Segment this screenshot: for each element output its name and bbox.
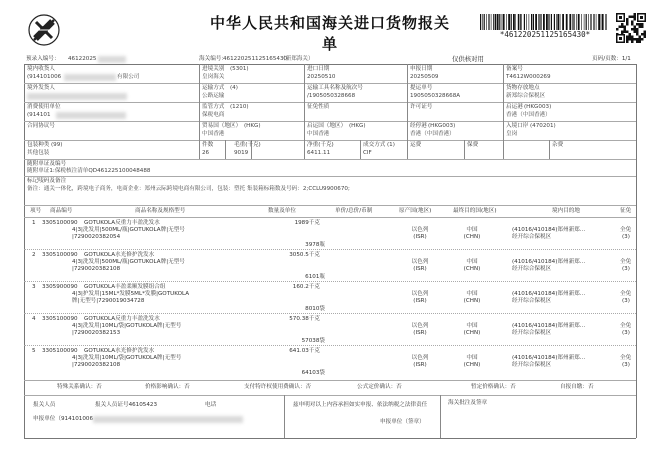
pre-entry-label: 预录入编号： — [26, 56, 60, 62]
decl-date-label: 申报日期 — [410, 66, 433, 72]
via-port: 香港（中国香港） — [410, 131, 455, 137]
contract-label: 合同协议号 — [27, 123, 55, 129]
self-report: 自报自缴：否 — [560, 384, 594, 390]
special-relation: 特殊关系确认：否 — [57, 384, 102, 390]
goods-dest-code: (CHN) — [463, 330, 481, 336]
goods-dest: 中国 — [466, 259, 478, 265]
goods-levy-code: (3) — [622, 298, 630, 304]
bill-label: 提运单号 — [410, 85, 433, 91]
goods-domestic-dest: (41016/410184)郑州新郑... — [512, 227, 586, 233]
storage-label: 货物存放地点 — [506, 85, 540, 91]
misc-label: 杂费 — [552, 142, 564, 148]
goods-hs-code: 3305100090 — [42, 252, 78, 258]
pre-entry-value: 46122025 — [68, 56, 97, 62]
page-info: 页码/页数：1/1 — [592, 56, 631, 62]
goods-origin-code: (ISR) — [413, 362, 427, 368]
consumer-code: (914101 — [27, 112, 51, 118]
goods-levy-code: (3) — [622, 266, 630, 272]
goods-levy: 全免 — [620, 259, 632, 265]
price-impact: 价格影响确认：否 — [145, 384, 190, 390]
consignee-name: 有限公司 — [117, 74, 140, 80]
goods-hs-code: 3305100090 — [42, 220, 78, 226]
goods-name: GOTUKOLA反重力丰盈洗发水 — [84, 316, 160, 322]
qr-code-icon — [616, 13, 646, 43]
goods-domestic-zone: 经开综合保税区 — [512, 234, 552, 240]
col-price: 单价/总价/币制 — [335, 208, 373, 214]
goods-spec-barcode: |7290020382108 — [72, 362, 121, 368]
barcode-graphic — [480, 14, 610, 30]
pieces-value: 26 — [202, 150, 210, 156]
bill-value: 1905050328668A — [410, 93, 461, 99]
goods-domestic-dest: (41016/410184)郑州新郑... — [512, 323, 586, 329]
license-label: 许可证号 — [410, 104, 433, 110]
goods-levy-code: (3) — [622, 330, 630, 336]
decl-date: 20250509 — [410, 74, 439, 80]
goods-item-no: 5 — [32, 348, 36, 354]
goods-qty-weight: 160.2千克 — [292, 284, 320, 290]
declarant-cert: 报关人员证号46105423 — [95, 402, 158, 408]
col-no: 项号 — [30, 208, 42, 214]
goods-name: GOTUKOLA反重力丰盈洗发水 — [84, 220, 160, 226]
marks-value: 备注：通关一体化，跨境电子商务，电商企业：郑州云际跨境电商有限公司，包装：塑托 集装箱标箱数及号码：2;CCLU9900670; — [27, 186, 350, 192]
goods-domestic-dest: (41016/410184)郑州新郑... — [512, 259, 586, 265]
goods-origin-code: (ISR) — [413, 234, 427, 240]
goods-spec: 4|3|洗发用|10ML/袋|GOTUKOLA牌|无型号 — [72, 323, 182, 329]
transport-code: (4) — [230, 85, 238, 91]
decl-unit: 申报单位（914101006 — [33, 416, 93, 422]
pack-value: 其他包装 — [27, 150, 50, 156]
goods-name: GOTUKOLA水光修护洗发水 — [84, 348, 155, 354]
barcode-number: *461220251125165430* — [499, 30, 591, 39]
redacted-block — [93, 416, 243, 423]
dep-port-label: 启运港 — [506, 104, 523, 110]
goods-origin: 以色列 — [411, 291, 429, 297]
customs-office: （新郑海关） — [280, 56, 314, 62]
goods-hs-code: 3305100090 — [42, 316, 78, 322]
goods-origin-code: (ISR) — [413, 266, 427, 272]
goods-spec: 4|3|洗发用|10ML/袋|GOTUKOLA牌|无型号 — [72, 355, 182, 361]
provisional-price: 暂定价格确认：否 — [471, 384, 516, 390]
goods-domestic-zone: 经开综合保税区 — [512, 266, 552, 272]
check-copy-note: 仅供核对用 — [452, 55, 484, 63]
goods-levy-code: (3) — [622, 234, 630, 240]
insurance-label: 保费 — [467, 142, 479, 148]
net-value: 6411.11 — [307, 150, 331, 156]
col-origin: 原产国(地区) — [399, 208, 432, 214]
redacted-block — [98, 56, 126, 63]
origin-country-label: 启运国（地区） — [307, 123, 347, 129]
consignee-label: 境内收货人 — [27, 66, 55, 72]
docs-value: 随附单证1:保税核注清单QD461225100048488 — [27, 168, 151, 174]
goods-qty-units: 64103袋 — [301, 370, 325, 376]
record-label: 备案号 — [506, 66, 523, 72]
goods-origin: 以色列 — [411, 355, 429, 361]
docs-label: 随附单证及编号 — [27, 161, 67, 167]
col-dest: 最终目的国(地区) — [453, 208, 497, 214]
goods-spec-barcode: |7290020382153 — [72, 330, 121, 336]
goods-levy: 全免 — [620, 227, 632, 233]
goods-domestic-zone: 经开综合保税区 — [512, 298, 552, 304]
transport-label: 运输方式 — [202, 85, 225, 91]
goods-hs-code: 3305100090 — [42, 348, 78, 354]
origin-country-code: (HKG) — [349, 123, 366, 129]
deal-value: CIF — [363, 150, 372, 156]
goods-levy-code: (3) — [622, 362, 630, 368]
overseas-consignor-label: 境外发货人 — [27, 85, 55, 91]
goods-domestic-dest: (41016/410184)郑州新郑... — [512, 355, 586, 361]
supervision-code: (1210) — [230, 104, 249, 110]
consumer-label: 消费使用单位 — [27, 104, 61, 110]
pieces-label: 件数 — [202, 142, 214, 148]
page-title: 中华人民共和国海关进口货物报关单 — [210, 14, 451, 53]
goods-dest-code: (CHN) — [463, 362, 481, 368]
dep-port: 香港（中国香港） — [506, 112, 551, 118]
goods-spec-barcode: 牌|无型号|7290019034728 — [72, 298, 145, 304]
gross-label: 毛重(千克) — [234, 142, 261, 148]
goods-dest: 中国 — [466, 291, 478, 297]
goods-spec: 4|3|护发用|15ML*发膜5ML*发膜|GOTUKOLA — [72, 291, 190, 297]
goods-levy: 全免 — [620, 291, 632, 297]
goods-origin-code: (ISR) — [413, 330, 427, 336]
formula-price: 公式定价确认：否 — [357, 384, 402, 390]
trade-country-code: (HKG) — [244, 123, 261, 129]
consignee-code: (914101006 — [27, 74, 62, 80]
goods-dest-code: (CHN) — [463, 298, 481, 304]
import-date-label: 进口日期 — [307, 66, 330, 72]
goods-qty-units: 57038袋 — [301, 338, 325, 344]
deal-label: 成交方式 — [363, 142, 386, 148]
customs-no-value: 461220251125165430 — [223, 56, 288, 62]
goods-qty-units: 3978瓶 — [305, 242, 325, 248]
pack-label: 包装种类 — [27, 142, 50, 148]
customs-no-label: 海关编号： — [199, 56, 227, 62]
goods-item-no: 4 — [32, 316, 36, 322]
goods-name: GOTUKOLA水光修护洗发水 — [84, 252, 155, 258]
goods-name: GOTUKOLA丰盈柔顺发膜组合组 — [84, 284, 166, 290]
goods-origin: 以色列 — [411, 259, 429, 265]
entry-port-label: 进境关别 — [202, 66, 225, 72]
deal-code: (1) — [387, 142, 395, 148]
goods-dest-code: (CHN) — [463, 266, 481, 272]
origin-country: 中国香港 — [307, 131, 330, 137]
goods-dest-code: (CHN) — [463, 234, 481, 240]
goods-spec-barcode: |7290020382054 — [72, 234, 121, 240]
goods-spec-barcode: |7290020382108 — [72, 266, 121, 272]
goods-hs-code: 3305900090 — [42, 284, 78, 290]
import-date: 20250510 — [307, 74, 336, 80]
marks-label: 标记唛码及备注 — [27, 178, 67, 184]
declarant-label: 报关人员 — [33, 402, 56, 408]
storage-value: 新郑综合保税区 — [506, 93, 546, 99]
entry-place-label: 入境口岸 — [506, 123, 529, 129]
record-value: T4612W000269 — [506, 74, 551, 80]
freight-label: 运费 — [410, 142, 422, 148]
goods-domestic-zone: 经开综合保税区 — [512, 330, 552, 336]
trade-country-label: 贸易国（地区） — [202, 123, 242, 129]
goods-dest: 中国 — [466, 227, 478, 233]
net-label: 净重(千克) — [307, 142, 334, 148]
goods-origin: 以色列 — [411, 227, 429, 233]
goods-qty-units: 6101瓶 — [305, 274, 325, 280]
royalty: 支付特许权使用费确认：否 — [244, 384, 312, 390]
vehicle-value: /1905050328668 — [307, 93, 356, 99]
phone-label: 电话 — [205, 402, 217, 408]
entry-port: 皇岗海关 — [202, 74, 225, 80]
goods-origin-code: (ISR) — [413, 298, 427, 304]
col-code: 商品编号 — [50, 208, 73, 214]
goods-domestic-zone: 经开综合保税区 — [512, 362, 552, 368]
goods-dest: 中国 — [466, 323, 478, 329]
levy-nature-label: 征免性质 — [307, 104, 330, 110]
entry-place-code: (470201) — [530, 123, 556, 129]
dep-port-code: (HKG003) — [524, 104, 552, 110]
supervision-label: 监管方式 — [202, 104, 225, 110]
goods-spec: 4|3|洗发用|500ML/瓶|GOTUKOLA牌|无型号 — [72, 259, 185, 265]
goods-qty-weight: 641.03千克 — [289, 348, 320, 354]
col-domestic: 境内目的地 — [552, 208, 580, 214]
redacted-block — [27, 93, 127, 100]
vehicle-label: 运输工具名称及航次号 — [307, 85, 363, 91]
pack-code: (99) — [51, 142, 63, 148]
customs-remark: 海关批注及签章 — [448, 400, 488, 406]
goods-dest: 中国 — [466, 355, 478, 361]
col-levy: 征免 — [620, 208, 632, 214]
col-name: 商品名称及规格型号 — [135, 208, 186, 214]
redacted-block — [56, 112, 126, 119]
supervision-value: 保税电商 — [202, 112, 225, 118]
goods-domestic-dest: (41016/410184)郑州新郑... — [512, 291, 586, 297]
trade-country: 中国香港 — [202, 131, 225, 137]
via-port-label: 经停港 — [410, 123, 427, 129]
gross-value: 9019 — [234, 150, 249, 156]
redacted-block — [64, 74, 116, 81]
statement: 兹申明对以上内容承担如实申报、依法纳税之法律责任 — [293, 402, 428, 408]
goods-levy: 全免 — [620, 355, 632, 361]
entry-port-code: (5301) — [230, 66, 249, 72]
entry-place: 皇岗 — [506, 131, 518, 137]
goods-spec: 4|3|洗发用|500ML/瓶|GOTUKOLA牌|无型号 — [72, 227, 185, 233]
goods-qty-weight: 1989千克 — [294, 220, 320, 226]
decl-unit-seal: 申报单位（签章） — [380, 419, 425, 425]
col-qty: 数量及单位 — [268, 208, 296, 214]
transport-value: 公路运输 — [202, 93, 225, 99]
customs-emblem-icon — [27, 13, 61, 47]
goods-origin: 以色列 — [411, 323, 429, 329]
goods-item-no: 1 — [32, 220, 36, 226]
goods-item-no: 2 — [32, 252, 36, 258]
goods-qty-weight: 3050.5千克 — [289, 252, 320, 258]
via-port-code: (HKG003) — [428, 123, 456, 129]
goods-qty-units: 8010袋 — [305, 306, 325, 312]
goods-qty-weight: 570.38千克 — [289, 316, 320, 322]
goods-item-no: 3 — [32, 284, 36, 290]
goods-levy: 全免 — [620, 323, 632, 329]
